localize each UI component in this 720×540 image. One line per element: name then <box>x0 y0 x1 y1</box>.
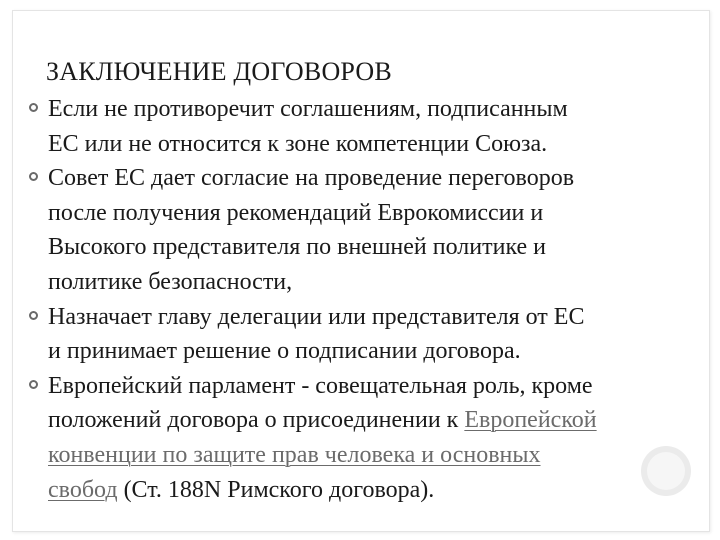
european-convention-link-part-3[interactable]: свобод <box>48 476 118 503</box>
bullet-item-2 <box>26 161 706 299</box>
european-convention-link-part-1[interactable]: Европейской <box>464 407 597 434</box>
bullet-list <box>26 92 706 507</box>
bullet-item-1 <box>26 92 706 161</box>
bullet-icon <box>29 172 38 181</box>
bullet-4-line-2 <box>48 403 706 438</box>
bullet-4-line-1: Европейский парламент - совещательная роль, кроме <box>48 372 593 399</box>
bullet-4-line-2-text: положений договора о присоединении к <box>48 407 465 434</box>
bullet-icon <box>29 103 38 112</box>
bullet-2-line-2: после получения рекомендаций Еврокомиссии и <box>48 199 544 226</box>
bullet-2-line-4: политике безопасности, <box>48 268 293 295</box>
bullet-1-line-2: ЕС или не относится к зоне компетенции Союза. <box>48 130 548 157</box>
bullet-item-3 <box>26 300 706 369</box>
bullet-4-line-3 <box>48 438 706 473</box>
bullet-icon <box>29 380 38 389</box>
bullet-1-line-1: Если не противоречит соглашениям, подписанным <box>48 96 568 122</box>
bullet-3-line-2: и принимает решение о подписании договора. <box>48 338 521 365</box>
bullet-4-line-4 <box>48 473 706 508</box>
bullet-icon <box>29 311 38 320</box>
bullet-item-4 <box>26 369 706 507</box>
decorative-circle-icon <box>641 446 691 496</box>
bullet-3-line-1: Назначает главу делегации или представителя от ЕС <box>48 303 585 330</box>
european-convention-link-part-2[interactable]: конвенции по защите прав человека и основных <box>48 441 541 468</box>
bullet-2-line-1: Совет ЕС дает согласие на проведение переговоров <box>48 165 575 192</box>
bullet-4-line-4-text: (Ст. 188N Римского договора). <box>117 476 435 503</box>
bullet-2-line-3: Высокого представителя по внешней политике и <box>48 234 547 261</box>
slide-title: ЗАКЛЮЧЕНИЕ ДОГОВОРОВ <box>46 57 392 86</box>
